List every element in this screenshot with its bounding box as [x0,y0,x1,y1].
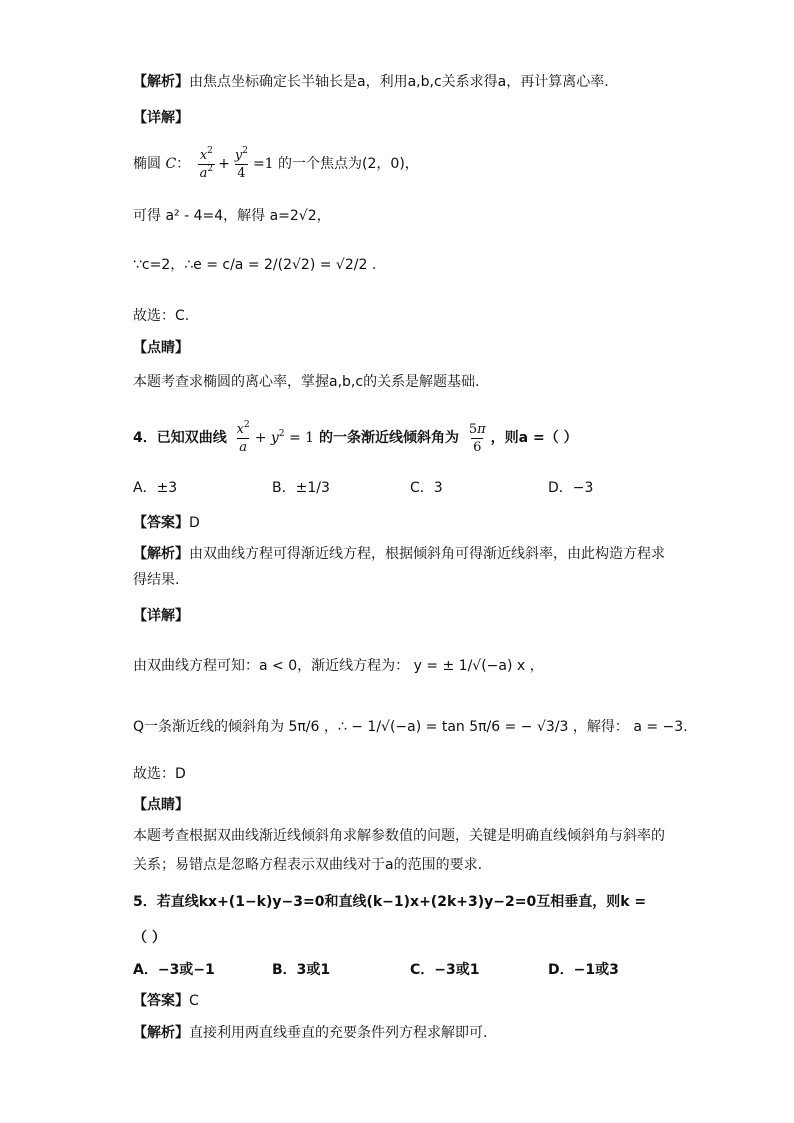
q4-option-b: B．±1/3 [272,480,330,496]
q5-option-b: B．3或1 [272,962,331,978]
q5-answer-line: 【答案】C [133,993,199,1009]
detail-label: 【详解】 [133,110,189,126]
q5-answer: C [189,993,199,1009]
q4-option-d: D．−3 [548,480,594,496]
ellipse-post: 的一个焦点为(2，0)， [278,156,419,172]
q4-option-a: A．±3 [133,480,178,496]
q4-option-c: C．3 [410,480,443,496]
analysis-text: 由焦点坐标确定长半轴长是a，利用a,b,c关系求得a，再计算离心率. [189,74,609,90]
q4-comment-label: 【点睛】 [133,797,189,813]
q4-detail-line2: Q一条渐近线的倾斜角为 5π/6 ，∴ − 1/√(−a) = tan 5π/6 = − √3/3 ，解得： a = −3. [133,719,688,735]
q5-option-c: C．−3或1 [410,962,480,978]
q4-answer-line: 【答案】D [133,515,200,531]
q5-question-line1: 5．若直线kx+(1−k)y−3=0和直线(k−1)x+(2k+3)y−2=0互相垂直，则k = [133,894,647,910]
conclusion-line: 故选：C. [133,308,190,324]
comment-text: 本题考查求椭圆的离心率，掌握a,b,c的关系是解题基础. [133,374,480,390]
q4-question: 4．已知双曲线 $\frac{x^2}{a}$ + $y^2 = 1$ 的一条渐近线倾斜角为 $\frac{5\pi}{6}$ ，则a =（ ） [133,419,578,455]
q4-conclusion: 故选：D [133,766,186,782]
comment-label: 【点睛】 [133,340,189,356]
analysis-line [133,72,609,92]
q5-option-d: D．−1或3 [548,962,619,978]
q4-comment-line1: 本题考查根据双曲线渐近线倾斜角求解参数值的问题，关键是明确直线倾斜角与斜率的 [133,828,665,844]
ellipse-line: 椭圆 C： $\frac{x^2}{a^2}$ + $\frac{y^2}{4}$ =1 的一个焦点为(2，0)， [133,145,419,181]
ellipse-pre: 椭圆 [133,156,161,172]
solve-a-line: 可得 a² - 4=4，解得 a=2√2， [133,208,331,224]
ellipse-formula: $\frac{x^2}{a^2}$ [199,145,214,181]
q5-question-line2: （ ） [133,930,166,946]
q4-detail-label: 【详解】 [133,608,189,624]
q4-detail-line1: 由双曲线方程可知：a < 0，渐近线方程为： y = ± 1/√(−a) x ， [133,658,544,674]
q4-analysis-line2: 得结果. [133,572,180,588]
q4-comment-line2: 关系；易错点是忽略方程表示双曲线对于a的范围的要求. [133,857,483,873]
eccentricity-line: ∵c=2，∴e = c/a = 2/(2√2) = √2/2 . [133,257,377,273]
analysis-label: 【解析】 [133,74,189,90]
q5-option-a: A．−3或−1 [133,962,215,978]
q5-analysis-line: 【解析】直接利用两直线垂直的充要条件列方程求解即可. [133,1025,488,1041]
q4-analysis-line1: 【解析】由双曲线方程可得渐近线方程，根据倾斜角可得渐近线斜率，由此构造方程求 [133,546,665,562]
q4-answer: D [189,515,200,531]
